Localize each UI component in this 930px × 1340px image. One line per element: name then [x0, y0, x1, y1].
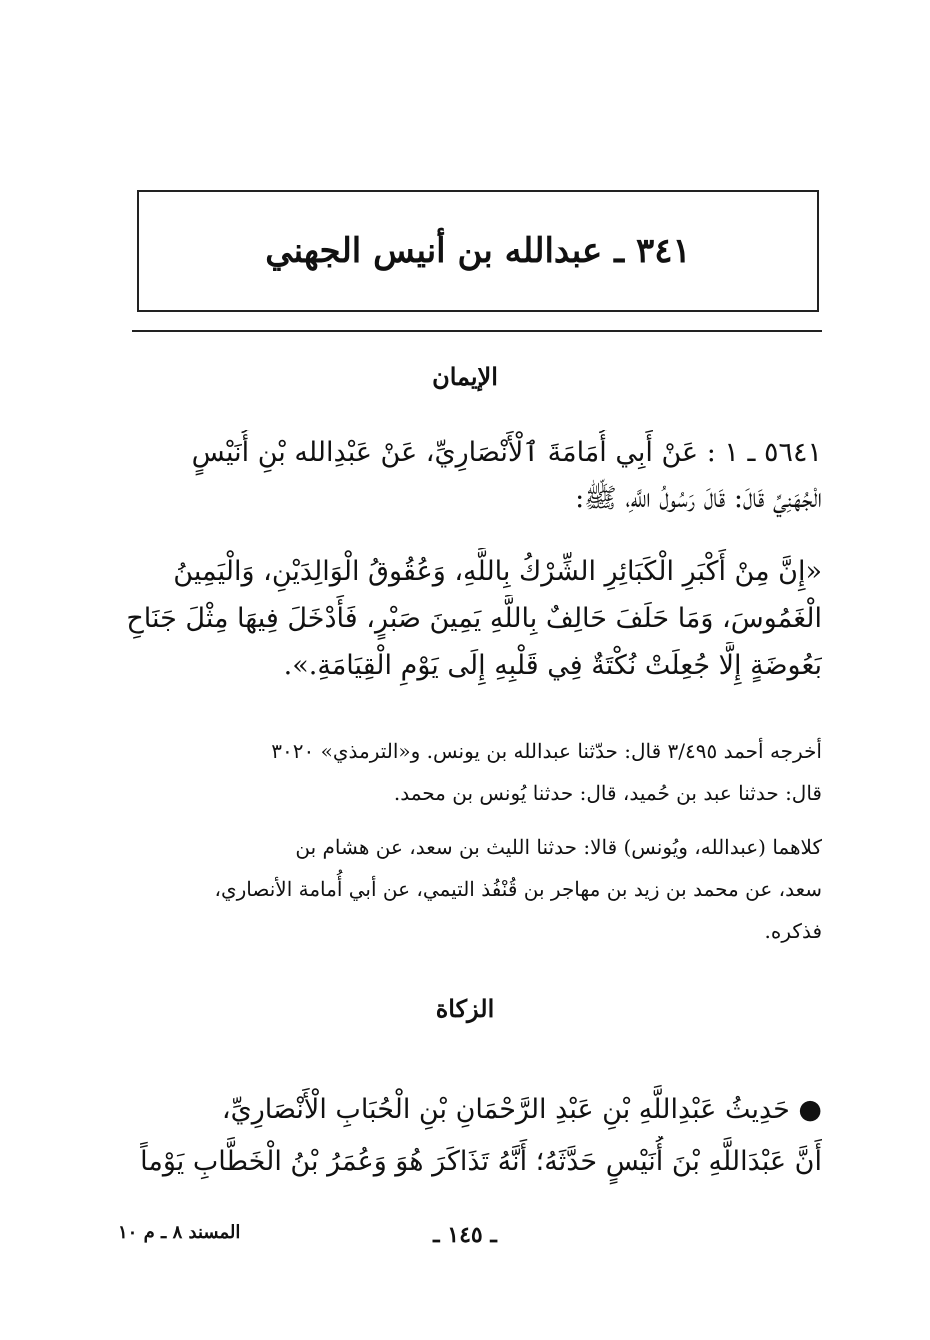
hadith-text-line: «إِنَّ مِنْ أَكْبَرِ الْكَبَائِرِ الشِّرْكُ بِاللَّهِ، وَعُقُوقُ الْوَالِدَيْنِ، وَالْيَمِينُ	[173, 556, 822, 587]
zakat-line: أَنَّ عَبْدَاللَّهِ بْنَ أُنَيْسٍ حَدَّثَهُ؛ أَنَّهُ تَذَاكَرَ هُوَ وَعُمَرُ بْنُ الْخَطَّابِ يَوْماً	[140, 1146, 822, 1177]
chapter-title: ٣٤١ ـ عبدالله بن أنيس الجهني	[265, 231, 691, 271]
page-number: ـ ١٤٥ ـ	[433, 1222, 497, 1248]
hadith-intro-line: ٥٦٤١ ـ ١ : عَنْ أَبِي أُمَامَةَ ٱلْأَنْصَارِيِّ، عَنْ عَبْدِالله بْنِ أُنَيْسٍ	[191, 437, 822, 468]
hadith-intro-line: الْجُهَنِيِّ قَالَ: قَالَ رَسُولُ اللَّهِ، ﷺ:	[575, 483, 822, 514]
zakat-text	[118, 1084, 822, 1188]
takhrij-line: أخرجه أحمد ٣/٤٩٥ قال: حدّثنا عبدالله بن يونس. و«الترمذي» ٣٠٢٠	[271, 739, 822, 763]
isnad-line: كلاهما (عبدالله، ويُونس) قالا: حدثنا الليث بن سعد، عن هشام بن	[295, 835, 822, 859]
hadith-intro	[118, 430, 822, 522]
isnad-line: سعد، عن محمد بن زيد بن مهاجر بن قُنْفُذ التيمي، عن أبي أُمامة الأنصاري،	[214, 877, 822, 901]
hadith-text-line: بَعُوضَةٍ إِلَّا جُعِلَتْ نُكْتَةٌ فِي قَلْبِهِ إِلَى يَوْمِ الْقِيَامَةِ.».	[283, 650, 822, 681]
takhrij-line: قال: حدثنا عبد بن حُميد، قال: حدثنا يُونس بن محمد.	[393, 781, 822, 805]
horizontal-divider	[132, 330, 822, 332]
signature-mark: المسند ٨ ـ م ١٠	[118, 1222, 241, 1243]
hadith-text-line: الْغَمُوسَ، وَمَا حَلَفَ حَالِفٌ بِاللَّهِ يَمِينَ صَبْرٍ، فَأَدْخَلَ فِيهَا مِثْلَ جَنَاحِ	[126, 603, 822, 634]
section-heading-zakat: الزكاة	[435, 994, 495, 1023]
chapter-title-box	[137, 190, 819, 312]
section-heading-iman: الإيمان	[432, 362, 498, 391]
isnad-line: فذكره.	[764, 919, 822, 943]
isnad-note	[118, 826, 822, 952]
hadith-text	[118, 548, 822, 689]
takhrij-note	[118, 730, 822, 814]
zakat-line: ● حَدِيثُ عَبْدِاللَّهِ بْنِ عَبْدِ الرَّحْمَانِ بْنِ الْحُبَابِ الْأَنْصَارِيِّ،	[221, 1094, 822, 1125]
